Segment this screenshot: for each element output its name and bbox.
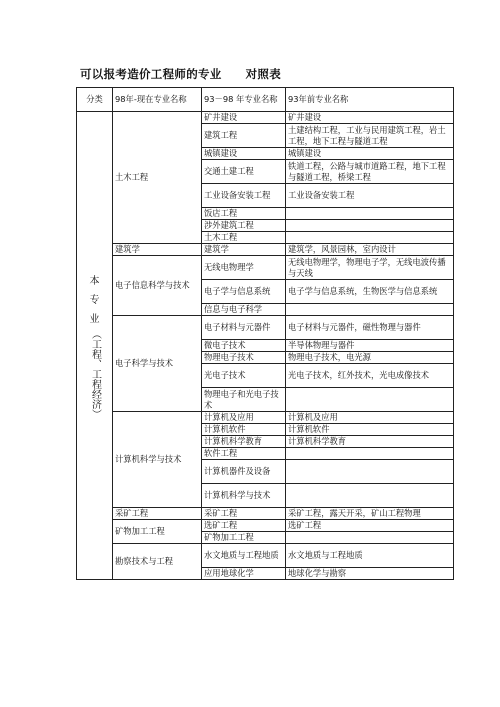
major-93-98-cell: 涉外建筑工程 — [202, 220, 286, 232]
major-93-98-cell: 物理电子技术 — [202, 352, 286, 364]
header-pre-93-major: 93年前专业名称 — [286, 88, 454, 112]
major-pre-93-cell: 无线电物理学，物理电子学，无线电波传播与天线 — [286, 256, 454, 280]
major-pre-93-cell: 建筑学，风景园林，室内设计 — [286, 244, 454, 256]
major-pre-93-cell: 工业设备安装工程 — [286, 184, 454, 208]
major-pre-93-cell: 计算机科学教育 — [286, 436, 454, 448]
header-category: 分类 — [77, 88, 113, 112]
major-pre-93-cell: 电子学与信息系统，生物医学与信息系统 — [286, 280, 454, 304]
major-93-98-cell: 信息与电子科学 — [202, 304, 286, 316]
header-93-98-major: 93－98 年专业名称 — [202, 88, 286, 112]
major-93-98-cell: 微电子技术 — [202, 340, 286, 352]
major-93-98-cell: 采矿工程 — [202, 508, 286, 520]
major-pre-93-cell — [286, 460, 454, 484]
major-93-98-cell: 计算机及应用 — [202, 412, 286, 424]
major-pre-93-cell — [286, 304, 454, 316]
major-pre-93-cell — [286, 388, 454, 412]
major-pre-93-cell — [286, 208, 454, 220]
table-row — [77, 244, 454, 256]
current-major-cell: 建筑学 — [113, 244, 202, 256]
table-row — [77, 316, 454, 340]
major-93-98-cell: 物理电子和光电子技术 — [202, 388, 286, 412]
major-93-98-cell: 水文地质与工程地质 — [202, 544, 286, 568]
major-93-98-cell: 应用地球化学 — [202, 568, 286, 580]
major-pre-93-cell: 电子材料与元器件，磁性物理与器件 — [286, 316, 454, 340]
major-pre-93-cell: 铁道工程，公路与城市道路工程，地下工程与隧道工程，桥梁工程 — [286, 160, 454, 184]
current-major-cell: 电子信息科学与技术 — [113, 256, 202, 316]
major-pre-93-cell: 物理电子技术，电光源 — [286, 352, 454, 364]
major-93-98-cell: 饭店工程 — [202, 208, 286, 220]
major-93-98-cell: 计算机科学教育 — [202, 436, 286, 448]
major-93-98-cell: 交通土建工程 — [202, 160, 286, 184]
major-pre-93-cell: 半导体物理与器件 — [286, 340, 454, 352]
major-93-98-cell: 计算机器件及设备 — [202, 460, 286, 484]
major-pre-93-cell: 光电子技术，红外技术，光电成像技术 — [286, 364, 454, 388]
current-major-cell: 土木工程 — [113, 112, 202, 244]
major-pre-93-cell — [286, 220, 454, 232]
major-93-98-cell: 电子学与信息系统 — [202, 280, 286, 304]
current-major-cell: 勘察技术与工程 — [113, 544, 202, 580]
major-93-98-cell: 选矿工程 — [202, 520, 286, 532]
current-major-cell: 电子科学与技术 — [113, 316, 202, 412]
major-pre-93-cell: 选矿工程 — [286, 520, 454, 532]
table-header-row — [77, 88, 454, 112]
major-pre-93-cell: 矿井建设 — [286, 112, 454, 124]
major-93-98-cell: 电子材料与元器件 — [202, 316, 286, 340]
major-93-98-cell: 建筑工程 — [202, 124, 286, 148]
category-text: 业 — [89, 314, 100, 325]
table-row — [77, 508, 454, 520]
major-93-98-cell: 计算机科学与技术 — [202, 484, 286, 508]
category-text: （工程、工程经济） — [89, 329, 101, 419]
major-93-98-cell: 矿物加工工程 — [202, 532, 286, 544]
title-tail: 对照表 — [245, 67, 282, 81]
major-pre-93-cell — [286, 448, 454, 460]
category-cell — [77, 112, 113, 580]
title-main: 可以报考造价工程师的专业 — [80, 67, 222, 81]
document-title — [80, 66, 281, 82]
category-text: 本 — [89, 276, 100, 287]
table-row — [77, 520, 454, 532]
major-pre-93-cell — [286, 232, 454, 244]
major-comparison-table — [76, 87, 454, 580]
major-93-98-cell: 无线电物理学 — [202, 256, 286, 280]
major-93-98-cell: 计算机软件 — [202, 424, 286, 436]
major-93-98-cell: 光电子技术 — [202, 364, 286, 388]
major-pre-93-cell: 地球化学与勘察 — [286, 568, 454, 580]
header-current-major: 98年-现在专业名称 — [113, 88, 202, 112]
major-pre-93-cell: 水文地质与工程地质 — [286, 544, 454, 568]
major-93-98-cell: 土木工程 — [202, 232, 286, 244]
current-major-cell: 矿物加工工程 — [113, 520, 202, 544]
category-text: 专 — [89, 295, 100, 306]
major-pre-93-cell — [286, 532, 454, 544]
major-pre-93-cell: 城镇建设 — [286, 148, 454, 160]
table-row — [77, 112, 454, 124]
major-93-98-cell: 工业设备安装工程 — [202, 184, 286, 208]
major-pre-93-cell — [286, 484, 454, 508]
major-pre-93-cell: 采矿工程，露天开采，矿山工程物理 — [286, 508, 454, 520]
major-pre-93-cell: 计算机软件 — [286, 424, 454, 436]
major-pre-93-cell: 计算机及应用 — [286, 412, 454, 424]
major-93-98-cell: 城镇建设 — [202, 148, 286, 160]
major-93-98-cell: 建筑学 — [202, 244, 286, 256]
current-major-cell: 计算机科学与技术 — [113, 412, 202, 508]
table-row — [77, 544, 454, 568]
major-93-98-cell: 软件工程 — [202, 448, 286, 460]
table-row — [77, 256, 454, 280]
table-row — [77, 412, 454, 424]
major-pre-93-cell: 土建结构工程，工业与民用建筑工程，岩土工程，地下工程与隧道工程 — [286, 124, 454, 148]
current-major-cell: 采矿工程 — [113, 508, 202, 520]
major-93-98-cell: 矿井建设 — [202, 112, 286, 124]
